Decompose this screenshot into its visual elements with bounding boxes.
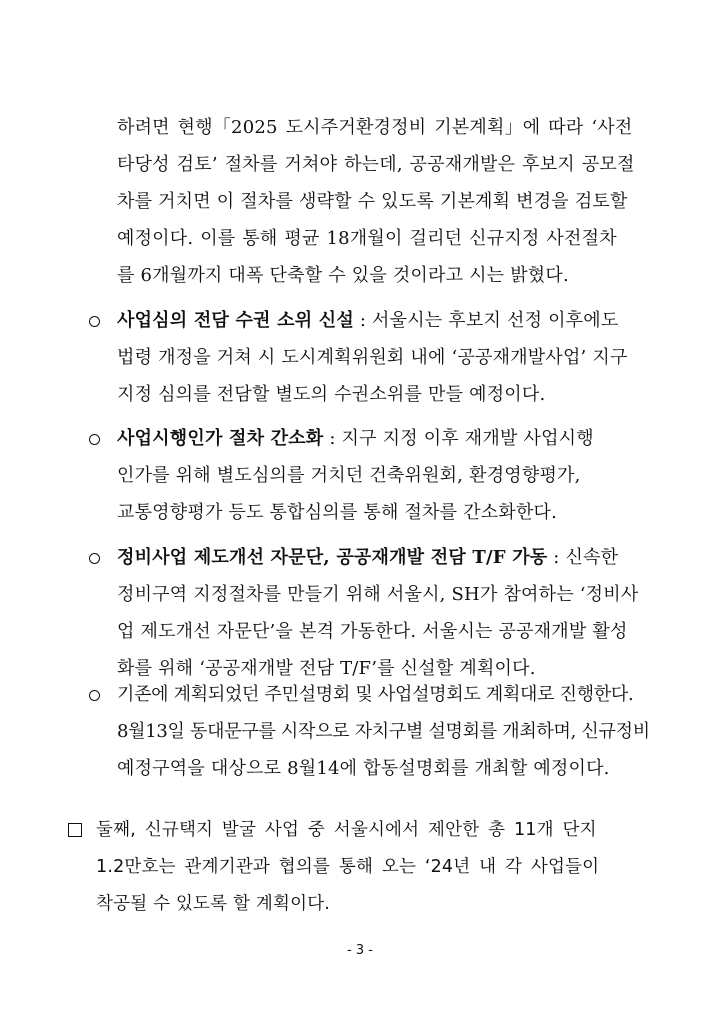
bullet-4-line-3: 예정구역을 대상으로 8월14에 합동설명회를 개최할 예정이다. [117,758,610,779]
bullet-3-line-4: 화를 위해 ‘공공재개발 전담 T/F’를 신설할 계획이다. [117,658,536,679]
bullet-1-first-line [117,309,618,333]
bullet-1-line-2: 법령 개정을 거쳐 시 도시계획위원회 내에 ‘공공재개발사업’ 지구 [117,347,628,368]
bullet-4-line-2: 8월13일 동대문구를 시작으로 자치구별 설명회를 개최하며, 신규정비 [117,721,650,742]
section-checkbox-icon [68,823,82,837]
section-line-3: 착공될 수 있도록 할 계획이다. [96,894,331,914]
section-line-1: 둘째, 신규택지 발굴 사업 중 서울시에서 제안한 총 11개 단지 [96,820,597,840]
bullet-3-line-2: 정비구역 지정절차를 만들기 위해 서울시, SH가 참여하는 ‘정비사 [117,584,639,605]
bullet-3-title: 정비사업 제도개선 자문단, 공공재개발 전담 T/F 가동 [117,547,548,568]
bullet-4-rest: 기존에 계획되었던 주민설명회 및 사업설명회도 계획대로 진행한다. [117,684,634,705]
bullet-3-first-line [117,546,618,570]
intro-line-1: 하려면 현행「2025 도시주거환경정비 기본계획」에 따라 ‘사전 [117,117,633,138]
bullet-circle-icon [89,690,100,701]
intro-line-3: 차를 거치면 이 절차를 생략할 수 있도록 기본계획 변경을 검토할 [117,191,628,212]
bullet-1-rest: : 서울시는 후보지 선정 이후에도 [353,310,619,331]
bullet-3-rest: : 신속한 [547,547,619,568]
section-line-2: 1.2만호는 관계기관과 협의를 통해 오는 ‘24년 내 각 사업들이 [96,857,600,877]
bullet-2-first-line [117,427,594,451]
intro-line-5: 를 6개월까지 대폭 단축할 수 있을 것이라고 시는 밝혔다. [117,265,569,286]
bullet-circle-icon [89,553,100,564]
bullet-2-rest: : 지구 지정 이후 재개발 사업시행 [323,428,594,449]
intro-line-4: 예정이다. 이를 통해 평균 18개월이 걸리던 신규지정 사전절차 [117,228,617,249]
bullet-3-line-3: 업 제도개선 자문단’을 본격 가동한다. 서울시는 공공재개발 활성 [117,621,628,642]
bullet-4-first-line [117,683,633,707]
bullet-circle-icon [89,434,100,445]
bullet-1-line-3: 지정 심의를 전담할 별도의 수권소위를 만들 예정이다. [117,384,546,405]
intro-line-2: 타당성 검토’ 절차를 거쳐야 하는데, 공공재개발은 후보지 공모절 [117,154,635,175]
bullet-1-title: 사업심의 전담 수권 소위 신설 [117,310,354,331]
bullet-2-title: 사업시행인가 절차 간소화 [117,428,324,449]
bullet-2-line-2: 인가를 위해 별도심의를 거치던 건축위원회, 환경영향평가, [117,465,581,486]
page-number: - 3 - [347,943,373,958]
bullet-2-line-3: 교통영향평가 등도 통합심의를 통해 절차를 간소화한다. [117,502,558,523]
bullet-circle-icon [89,316,100,327]
